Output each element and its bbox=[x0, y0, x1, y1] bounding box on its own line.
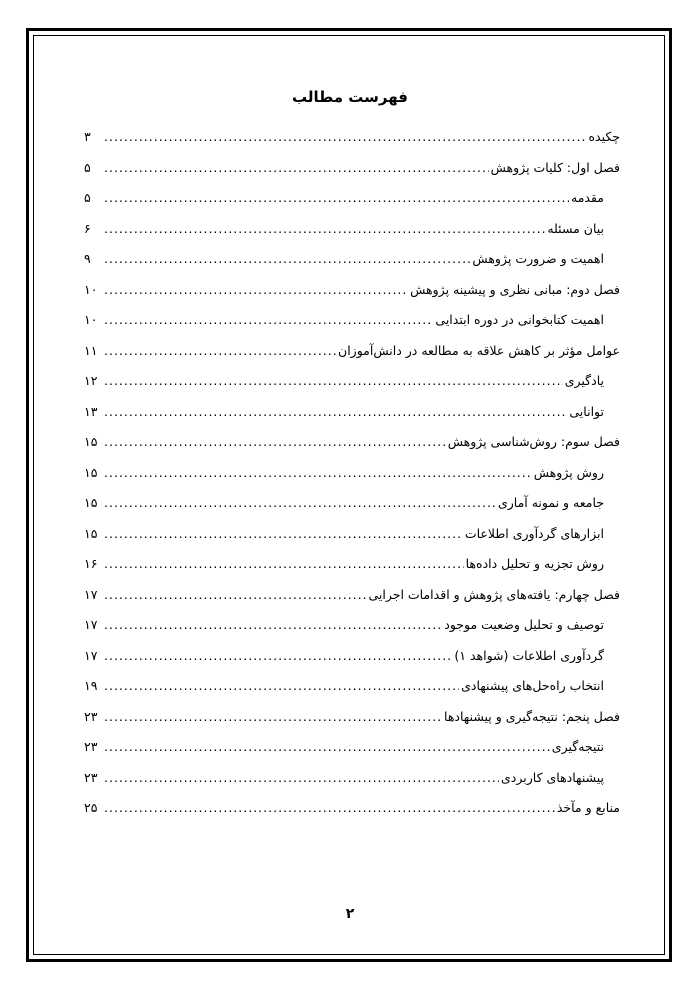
toc-entry-label: منابع و مآخذ bbox=[556, 800, 620, 815]
toc-dot-leader bbox=[104, 671, 459, 702]
toc-title: فهرست مطالب bbox=[292, 88, 408, 106]
table-of-contents bbox=[84, 122, 620, 824]
toc-dot-leader bbox=[104, 366, 563, 397]
toc-entry bbox=[84, 732, 620, 763]
toc-dot-leader bbox=[104, 610, 442, 641]
toc-entry bbox=[84, 580, 620, 611]
toc-dot-leader bbox=[104, 122, 586, 153]
toc-entry bbox=[84, 122, 620, 153]
toc-dot-leader bbox=[104, 183, 569, 214]
toc-entry bbox=[84, 549, 620, 580]
toc-entry bbox=[84, 366, 620, 397]
toc-entry-page: ۱۷ bbox=[84, 647, 98, 663]
toc-entry bbox=[84, 336, 620, 367]
toc-entry-label: یادگیری bbox=[564, 373, 604, 388]
toc-entry-label: چکیده bbox=[588, 129, 620, 144]
toc-entry-label: فصل دوم: مبانی نظری و پیشینه پژوهش bbox=[410, 281, 620, 297]
page-number: ۲ bbox=[345, 906, 355, 922]
toc-dot-leader bbox=[104, 275, 408, 306]
toc-entry bbox=[84, 427, 620, 458]
toc-entry-page: ۵ bbox=[84, 190, 91, 205]
toc-entry bbox=[84, 488, 620, 519]
toc-entry-label: فصل چهارم: یافته‌های پژوهش و اقدامات اجرایی bbox=[368, 586, 620, 602]
toc-dot-leader bbox=[104, 458, 532, 489]
toc-dot-leader bbox=[104, 244, 470, 275]
toc-entry-label: فصل پنجم: نتیجه‌گیری و پیشنهادها bbox=[444, 708, 620, 724]
toc-dot-leader bbox=[104, 641, 452, 672]
toc-dot-leader bbox=[104, 305, 433, 336]
toc-entry bbox=[84, 641, 620, 672]
toc-entry bbox=[84, 702, 620, 733]
toc-dot-leader bbox=[104, 549, 464, 580]
toc-entry-page: ۹ bbox=[84, 251, 91, 266]
toc-entry-page: ۱۰ bbox=[84, 281, 98, 297]
toc-entry-label: روش پژوهش bbox=[533, 464, 604, 480]
toc-entry bbox=[84, 305, 620, 336]
toc-entry-label: عوامل مؤثر بر کاهش علاقه به مطالعه در دانش‌آموزان bbox=[338, 342, 620, 358]
toc-entry-label: جامعه و نمونه آماری bbox=[497, 495, 604, 510]
toc-entry bbox=[84, 763, 620, 794]
toc-entry-label: توانایی bbox=[569, 403, 604, 419]
toc-entry bbox=[84, 458, 620, 489]
toc-entry-label: مقدمه bbox=[571, 190, 604, 205]
toc-dot-leader bbox=[104, 702, 442, 733]
toc-dot-leader bbox=[104, 153, 489, 184]
toc-entry-label: فصل اول: کلیات پژوهش bbox=[490, 159, 620, 175]
toc-entry-page: ۲۵ bbox=[84, 800, 98, 815]
toc-entry-page: ۱۵ bbox=[84, 464, 98, 480]
toc-entry bbox=[84, 275, 620, 306]
toc-entry-page: ۱۰ bbox=[84, 312, 98, 327]
toc-entry bbox=[84, 397, 620, 428]
toc-entry-page: ۱۱ bbox=[84, 342, 98, 358]
toc-entry bbox=[84, 214, 620, 245]
toc-entry bbox=[84, 244, 620, 275]
toc-dot-leader bbox=[104, 580, 366, 611]
toc-entry bbox=[84, 610, 620, 641]
toc-entry-label: نتیجه‌گیری bbox=[551, 739, 604, 754]
toc-dot-leader bbox=[104, 763, 499, 794]
toc-entry-label: ابزارهای گردآوری اطلاعات bbox=[464, 525, 604, 541]
toc-entry-page: ۲۳ bbox=[84, 739, 98, 754]
toc-dot-leader bbox=[104, 336, 336, 367]
toc-entry-label: انتخاب راه‌حل‌های پیشنهادی bbox=[461, 678, 604, 693]
toc-dot-leader bbox=[104, 519, 463, 550]
toc-entry bbox=[84, 519, 620, 550]
toc-entry-label: اهمیت و ضرورت پژوهش bbox=[472, 251, 604, 266]
toc-entry-page: ۱۷ bbox=[84, 617, 98, 632]
toc-entry-page: ۱۵ bbox=[84, 525, 98, 541]
toc-entry bbox=[84, 793, 620, 824]
toc-entry-label: توصیف و تحلیل وضعیت موجود bbox=[444, 617, 604, 632]
toc-dot-leader bbox=[104, 214, 545, 245]
toc-entry-page: ۱۷ bbox=[84, 586, 98, 602]
toc-dot-leader bbox=[104, 732, 550, 763]
toc-entry-label: اهمیت کتابخوانی در دوره ابتدایی bbox=[435, 312, 604, 327]
toc-entry-page: ۲۳ bbox=[84, 708, 98, 724]
toc-entry-page: ۱۵ bbox=[84, 434, 98, 449]
toc-entry bbox=[84, 153, 620, 184]
toc-entry-page: ۱۶ bbox=[84, 556, 98, 571]
toc-entry-label: بیان مسئله bbox=[547, 220, 604, 236]
toc-dot-leader bbox=[104, 488, 496, 519]
toc-entry-page: ۶ bbox=[84, 220, 91, 236]
toc-entry-page: ۱۳ bbox=[84, 403, 98, 419]
toc-dot-leader bbox=[104, 397, 567, 428]
toc-entry-page: ۱۹ bbox=[84, 678, 98, 693]
toc-entry-label: گردآوری اطلاعات (شواهد ۱) bbox=[454, 647, 604, 663]
toc-entry-page: ۲۳ bbox=[84, 769, 98, 785]
toc-entry bbox=[84, 671, 620, 702]
toc-dot-leader bbox=[104, 793, 555, 824]
toc-dot-leader bbox=[104, 427, 446, 458]
toc-entry-label: پیشنهادهای کاربردی bbox=[501, 769, 604, 785]
toc-entry-label: روش تجزیه و تحلیل داده‌ها bbox=[465, 556, 604, 571]
toc-entry-page: ۵ bbox=[84, 159, 91, 175]
toc-entry-page: ۱۲ bbox=[84, 373, 98, 388]
toc-entry-page: ۳ bbox=[84, 129, 91, 144]
toc-entry bbox=[84, 183, 620, 214]
toc-entry-label: فصل سوم: روش‌شناسی پژوهش bbox=[447, 434, 620, 449]
toc-entry-page: ۱۵ bbox=[84, 495, 98, 510]
